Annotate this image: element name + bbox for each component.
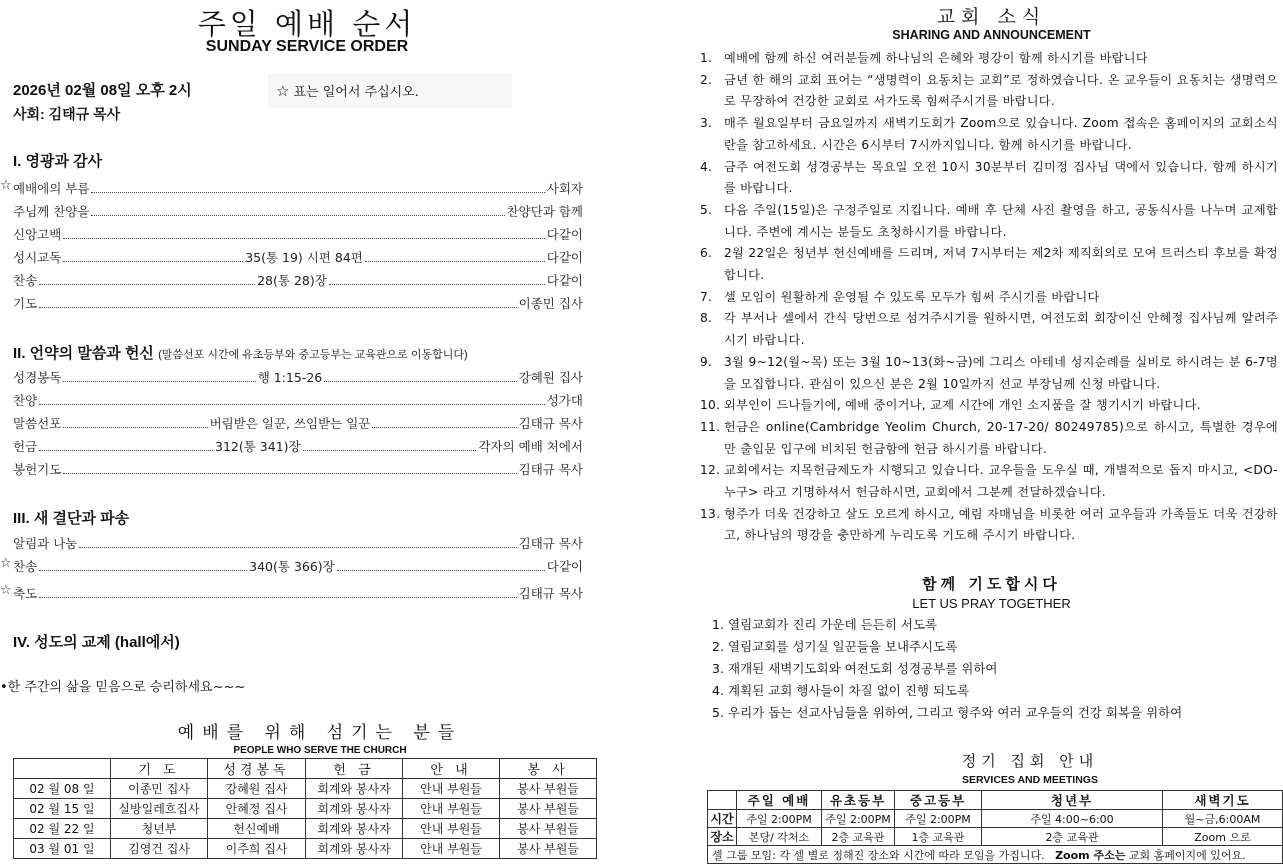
leader-dots <box>63 381 255 382</box>
order-item-detail: 340(통 366)장 <box>249 559 335 574</box>
list-item: 10. 외부인이 드나들기에, 예배 중이거나, 교제 시간에 개인 소지품을 잘 챙기시기 바랍니다. <box>700 398 1201 413</box>
table-header-cell: 헌 금 <box>306 759 403 779</box>
prayer-subtitle: LET US PRAY TOGETHER <box>912 596 1071 611</box>
table-cell: 주일 2:00PM <box>737 810 822 828</box>
table-header-cell: 새벽기도 <box>1163 791 1283 810</box>
table-cell: 봉사 부원들 <box>500 819 597 839</box>
section-heading-text: II. 언약의 말씀과 헌신 <box>13 345 154 362</box>
list-item: 3. 재개된 새벽기도회와 여전도회 성경공부를 위하여 <box>712 661 998 676</box>
section-heading: I. 영광과 감사 <box>13 153 103 170</box>
leader-dots <box>63 261 243 262</box>
star-icon: ☆ <box>276 82 290 100</box>
table-cell: 청년부 <box>111 819 208 839</box>
stand-note <box>268 74 512 108</box>
order-item-label: 축도 <box>13 586 38 601</box>
list-item: 11. 헌금은 online(Cambridge Yeolim Church, 20-17-20/ 80249785)으로 하시고, 특별한 경우에만 출입문 입구에 비치된 헌금함에 헌금 하시기를 바랍니다. <box>700 419 1278 456</box>
serve-subtitle: PEOPLE WHO SERVE THE CHURCH <box>233 745 407 756</box>
order-item-person: 이종민 집사 <box>518 296 583 311</box>
row-header: 장소 <box>708 828 737 846</box>
list-item: 2. 금년 한 해의 교회 표어는 “생명력이 요동치는 교회”로 정하였습니다. 온 교우들이 요동치는 생명력으로 무장하여 건강한 교회로 서가도록 힘써주시기를 바랍니다. <box>700 72 1278 109</box>
leader-dots <box>63 238 544 239</box>
table-cell: 안내 부원들 <box>403 819 500 839</box>
table-cell: 02 월 22 일 <box>14 819 111 839</box>
order-item-label: 기도 <box>13 296 38 311</box>
order-item-label: 알림과 나눔 <box>13 536 78 551</box>
leader-dots <box>39 597 516 598</box>
prayer-text: 우리가 돕는 선교사님들을 위하여, 그리고 형주와 여러 교우들의 건강 회복을 위하여 <box>728 705 1183 720</box>
order-item-person: 다같이 <box>546 559 583 574</box>
leader-dots <box>303 450 477 451</box>
table-cell: 이주희 집사 <box>208 839 306 859</box>
order-item-person: 강혜원 집사 <box>518 370 583 385</box>
meetings-title: 정기 집회 안내 <box>961 752 1099 770</box>
table-header-cell <box>14 759 111 779</box>
table-header-row <box>14 759 597 779</box>
order-item <box>0 178 583 198</box>
list-item: 6. 2월 22일은 청년부 헌신예배를 드리며, 저녁 7시부터는 제2차 제직회의로 모여 트러스티 후보를 확정합니다. <box>700 246 1278 283</box>
table-cell: 봉사 부원들 <box>500 839 597 859</box>
announcement-text: 금주 여전도회 성경공부는 목요일 오전 10시 30분부터 김미정 집사님 댁에서 있습니다. 함께 하시기를 바랍니다. <box>724 159 1278 196</box>
list-item: 9. 3월 9~12(월~목) 또는 3월 10~13(화~금)에 그리스 아테네 성지순례를 실비로 하시려는 분 6-7명을 모집합니다. 관심이 있으신 분은 2월 10일까지 선교 부장님께 신청 바랍니다. <box>700 354 1278 391</box>
announcement-list <box>700 48 1278 547</box>
table-cell: 봉사 부원들 <box>500 799 597 819</box>
announcement-text: 헌금은 online(Cambridge Yeolim Church, 20-17-20/ 80249785)으로 하시고, 특별한 경우에만 출입문 입구에 비치된 헌금함에 헌금 하시기를 바랍니다. <box>724 419 1278 456</box>
order-item-label: 찬송 <box>13 273 38 288</box>
announcement-text: 2월 22일은 청년부 헌신예배를 드리며, 저녁 7시부터는 제2차 제직회의로 모여 트러스티 후보를 확정합니다. <box>724 246 1278 283</box>
table-header-cell: 봉 사 <box>500 759 597 779</box>
table-cell: 회계와 봉사자 <box>306 839 403 859</box>
list-item: 5. 우리가 돕는 선교사님들을 위하여, 그리고 형주와 여러 교우들의 건강 회복을 위하여 <box>712 705 1183 720</box>
leader-dots <box>329 284 545 285</box>
meetings-table <box>707 790 1283 864</box>
section-heading: IV. 성도의 교제 (hall에서) <box>13 634 180 651</box>
table-cell: 봉사 부원들 <box>500 779 597 799</box>
table-row <box>14 819 597 839</box>
list-item: 8. 각 부서나 셀에서 간식 당번으로 섬겨주시기를 원하시면, 여전도회 회장이신 안혜정 집사님께 알려주시기 바랍니다. <box>700 311 1278 348</box>
page-subtitle: SUNDAY SERVICE ORDER <box>205 38 409 55</box>
table-row <box>14 799 597 819</box>
officiant: 사회: 김태규 목사 <box>13 106 121 122</box>
announcement-text: 셀 모임이 원활하게 운영될 수 있도록 모두가 힘써 주시기를 바랍니다 <box>724 289 1100 304</box>
service-date: 2026년 02월 08일 오후 2시 <box>13 82 192 99</box>
prayer-text: 열림교회가 진리 가운데 든든히 서도록 <box>728 617 938 632</box>
table-cell: 02 월 08 일 <box>14 779 111 799</box>
list-item: 4. 계획된 교회 행사들이 차질 없이 진행 되도록 <box>712 683 970 698</box>
table-cell: 안내 부원들 <box>403 779 500 799</box>
order-item-person: 다같이 <box>546 273 583 288</box>
table-header-cell <box>708 791 737 810</box>
announcement-text: 예배에 함께 하신 여러분들께 하나님의 은혜와 평강이 함께 하시기를 바랍니다 <box>724 51 1148 65</box>
list-item: 5. 다음 주일(15일)은 구정주일로 지킵니다. 예배 후 단체 사진 촬영을 하고, 공동식사를 나누며 교제합니다. 주변에 계시는 분들도 초청하시기를 바랍니다. <box>700 202 1278 239</box>
announcement-text: 3월 9~12(월~목) 또는 3월 10~13(화~금)에 그리스 아테네 성지순례를 실비로 하시려는 분 6-7명을 모집합니다. 관심이 있으신 분은 2월 10일까지 선교 부장님께 신청 바랍니다. <box>724 354 1278 391</box>
prayer-text: 계획된 교회 행사들이 차질 없이 진행 되도록 <box>728 683 970 698</box>
order-item <box>13 201 583 221</box>
announcement-text: 매주 월요일부터 금요일까지 새벽기도회가 Zoom으로 있습니다. Zoom 접속은 홈페이지의 교회소식란을 참고하세요. 시간은 6시부터 7시까지입니다. 함께 하시기를 바랍니다. <box>724 116 1278 152</box>
order-item-label: 봉헌기도 <box>13 462 62 477</box>
list-item: 1. 열림교회가 진리 가운데 든든히 서도록 <box>712 617 938 632</box>
leader-dots <box>372 427 516 428</box>
announcement-text: 외부인이 드나들기에, 예배 중이거나, 교제 시간에 개인 소지품을 잘 챙기시기 바랍니다. <box>724 398 1201 413</box>
table-cell: 안혜정 집사 <box>208 799 306 819</box>
table-header-cell: 청년부 <box>982 791 1163 810</box>
table-cell: 김영건 집사 <box>111 839 208 859</box>
table-header-cell: 중고등부 <box>895 791 982 810</box>
order-item-person: 김태규 목사 <box>518 462 583 477</box>
service-order-column <box>0 0 600 868</box>
order-item <box>13 367 583 387</box>
order-item <box>13 247 583 267</box>
order-item-detail: 28(통 28)장 <box>257 273 327 288</box>
section-heading: III. 새 결단과 파송 <box>13 510 130 527</box>
order-item-label: 찬송 <box>13 559 38 574</box>
table-header-cell: 성경봉독 <box>208 759 306 779</box>
order-item <box>13 533 583 553</box>
table-cell: 월~금,6:00AM <box>1163 810 1283 828</box>
leader-dots <box>63 427 207 428</box>
order-item <box>13 293 583 313</box>
order-item-label: 헌금 <box>13 439 38 454</box>
list-item: 1. 예배에 함께 하신 여러분들께 하나님의 은혜와 평강이 함께 하시기를 바랍니다 <box>700 51 1148 65</box>
footer-zoom-label: Zoom 주소는 <box>1055 848 1126 862</box>
leader-dots <box>91 215 504 216</box>
order-item-detail: 행 1:15-26 <box>257 370 323 385</box>
table-row <box>708 846 1283 864</box>
table-cell: 주일 2:00PM <box>895 810 982 828</box>
announcement-text: 형주가 더욱 건강하고 살도 오르게 하시고, 예림 자매님을 비롯한 여러 교우들과 가족들도 더욱 건강하고, 하나님의 평강을 충만하게 누리도록 기도해 주시기 바랍니다. <box>724 506 1278 543</box>
news-title: 교회 소식 <box>936 6 1047 28</box>
leader-dots <box>79 547 516 548</box>
order-item-person: 김태규 목사 <box>518 536 583 551</box>
leader-dots <box>337 570 545 571</box>
leader-dots <box>324 381 516 382</box>
order-item-label: 말씀선포 <box>13 416 62 431</box>
table-header-cell: 기 도 <box>111 759 208 779</box>
list-item: 7. 셀 모임이 원활하게 운영될 수 있도록 모두가 힘써 주시기를 바랍니다 <box>700 289 1100 304</box>
order-item-label: 예배에의 부름 <box>13 181 90 196</box>
order-item <box>0 556 583 576</box>
page-title: 주일 예배 순서 <box>197 7 417 41</box>
news-subtitle: SHARING AND ANNOUNCEMENT <box>892 28 1091 42</box>
order-item <box>13 390 583 410</box>
announcement-text: 각 부서나 셀에서 간식 당번으로 섬겨주시기를 원하시면, 여전도회 회장이신 안혜정 집사님께 알려주시기 바랍니다. <box>724 311 1278 348</box>
table-cell: 2층 교육관 <box>982 828 1163 846</box>
list-item: 12. 교회에서는 지목헌금제도가 시행되고 있습니다. 교우들을 도우실 때, 개별적으로 돕지 마시고, <DO-누구> 라고 기명하셔서 헌금하시면, 교회에서 그분께 전달하겠습니다. <box>700 463 1278 500</box>
list-item: 2. 열림교회를 성기실 일꾼들을 보내주시도록 <box>712 639 958 654</box>
order-item-person: 김태규 목사 <box>518 416 583 431</box>
table-cell: 본당/ 각처소 <box>737 828 822 846</box>
prayer-text: 열림교회를 성기실 일꾼들을 보내주시도록 <box>728 639 958 654</box>
order-item <box>13 413 583 433</box>
section-note: (말씀선포 시간에 유초등부와 중고등부는 교육관으로 이동합니다) <box>158 349 468 361</box>
section-heading <box>13 342 468 363</box>
order-item-person: 찬양단과 함께 <box>506 204 583 219</box>
leader-dots <box>39 307 516 308</box>
order-item <box>13 436 583 456</box>
prayer-text: 재개된 새벽기도회와 여전도회 성경공부를 위하여 <box>728 661 998 676</box>
footer-cell-groups: 셀 그룹 모임: 각 셀 별로 정해진 장소와 시간에 따라 모임을 가집니다. <box>712 848 1045 862</box>
order-item-person: 각자의 예배 처에서 <box>478 439 584 454</box>
table-cell: 주일 2:00PM <box>822 810 895 828</box>
leader-dots <box>365 261 545 262</box>
table-cell: 실방일레흐집사 <box>111 799 208 819</box>
table-cell: 회계와 봉사자 <box>306 779 403 799</box>
closing-message: •한 주간의 삶을 믿음으로 승리하세요~~~ <box>0 680 246 695</box>
order-item-person: 김태규 목사 <box>518 586 583 601</box>
row-header: 시간 <box>708 810 737 828</box>
order-item <box>13 459 583 479</box>
list-item: 13. 형주가 더욱 건강하고 살도 오르게 하시고, 예림 자매님을 비롯한 여러 교우들과 가족들도 더욱 건강하고, 하나님의 평강을 충만하게 누리도록 기도해 주시기 바랍니다. <box>700 506 1278 543</box>
table-cell: 회계와 봉사자 <box>306 799 403 819</box>
prayer-list <box>712 614 1182 724</box>
table-row <box>708 828 1283 846</box>
star-icon: ☆ <box>0 583 12 598</box>
order-item-label: 찬양 <box>13 393 38 408</box>
star-icon: ☆ <box>0 556 12 571</box>
meetings-subtitle: SERVICES AND MEETINGS <box>962 774 1098 786</box>
order-item-person: 사회자 <box>546 181 583 196</box>
serve-table <box>13 758 597 859</box>
meetings-footer <box>708 846 1283 864</box>
announcement-text: 다음 주일(15일)은 구정주일로 지킵니다. 예배 후 단체 사진 촬영을 하고, 공동식사를 나누며 교제합니다. 주변에 계시는 분들도 초청하시기를 바랍니다. <box>724 202 1278 239</box>
table-header-row <box>708 791 1283 810</box>
table-row <box>708 810 1283 828</box>
table-cell: 이종민 집사 <box>111 779 208 799</box>
order-item <box>13 270 583 290</box>
leader-dots <box>63 473 516 474</box>
table-cell: 1층 교육관 <box>895 828 982 846</box>
leader-dots <box>39 450 213 451</box>
table-cell: Zoom 으로 <box>1163 828 1283 846</box>
leader-dots <box>91 192 544 193</box>
star-icon: ☆ <box>0 178 12 193</box>
table-header-cell: 주일 예배 <box>737 791 822 810</box>
table-header-cell: 유초등부 <box>822 791 895 810</box>
leader-dots <box>39 404 545 405</box>
order-item-label: 신앙고백 <box>13 227 62 242</box>
announcement-text: 금년 한 해의 교회 표어는 “생명력이 요동치는 교회”로 정하였습니다. 온 교우들이 요동치는 생명력으로 무장하여 건강한 교회로 서가도록 힘써주시기를 바랍니다. <box>724 72 1278 109</box>
table-cell: 2층 교육관 <box>822 828 895 846</box>
table-cell: 주일 4:00~6:00 <box>982 810 1163 828</box>
order-item-person: 다같이 <box>546 227 583 242</box>
table-cell: 03 월 01 일 <box>14 839 111 859</box>
list-item: 4. 금주 여전도회 성경공부는 목요일 오전 10시 30분부터 김미정 집사님 댁에서 있습니다. 함께 하시기를 바랍니다. <box>700 159 1278 196</box>
table-cell: 02 월 15 일 <box>14 799 111 819</box>
order-item <box>0 583 583 603</box>
order-item-detail: 35(통 19) 시편 84편 <box>245 250 363 265</box>
order-item-label: 성경봉독 <box>13 370 62 385</box>
order-item-label: 성시교독 <box>13 250 62 265</box>
table-row <box>14 779 597 799</box>
table-cell: 강혜원 집사 <box>208 779 306 799</box>
stand-note-text: 표는 일어서 주십시오. <box>293 85 419 100</box>
table-cell: 안내 부원들 <box>403 839 500 859</box>
table-cell: 안내 부원들 <box>403 799 500 819</box>
announcements-column <box>700 0 1283 868</box>
table-header-cell: 안 내 <box>403 759 500 779</box>
leader-dots <box>39 570 247 571</box>
list-item: 3. 매주 월요일부터 금요일까지 새벽기도회가 Zoom으로 있습니다. Zoom 접속은 홈페이지의 교회소식란을 참고하세요. 시간은 6시부터 7시까지입니다. 함께 하시기를 바랍니다. <box>700 116 1278 152</box>
leader-dots <box>39 284 255 285</box>
footer-zoom-text: 교회 홈페이지에 있어요. <box>1128 848 1246 862</box>
order-item-person: 성가대 <box>546 393 583 408</box>
table-cell: 회계와 봉사자 <box>306 819 403 839</box>
prayer-title: 함께 기도합시다 <box>922 575 1061 593</box>
order-item-person: 다같이 <box>546 250 583 265</box>
table-cell: 헌신예배 <box>208 819 306 839</box>
announcement-text: 교회에서는 지목헌금제도가 시행되고 있습니다. 교우들을 도우실 때, 개별적으로 돕지 마시고, <DO-누구> 라고 기명하셔서 헌금하시면, 교회에서 그분께 전달하겠습니다. <box>724 463 1278 500</box>
serve-title: 예배를 위해 섬기는 분들 <box>177 723 463 743</box>
order-item-detail: 버림받은 일꾼, 쓰임받는 일꾼 <box>209 416 371 431</box>
table-row <box>14 839 597 859</box>
order-item <box>13 224 583 244</box>
order-item-label: 주님께 찬양을 <box>13 204 90 219</box>
order-item-detail: 312(통 341)장 <box>215 439 301 454</box>
